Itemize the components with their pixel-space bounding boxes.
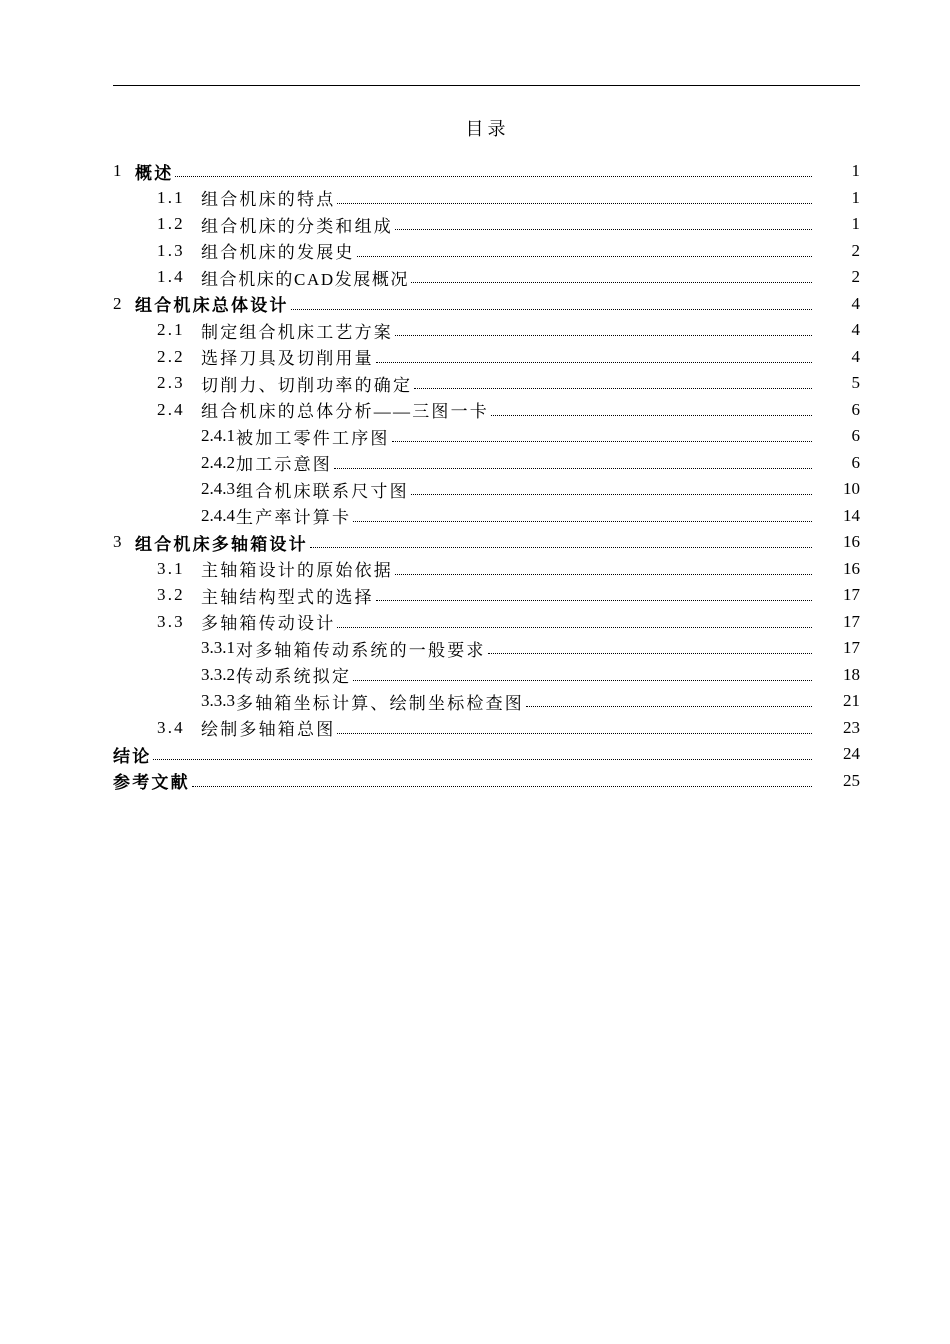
toc-entry-number: 1.4: [157, 267, 185, 287]
toc-entry-number: 2.4.2: [201, 452, 235, 472]
toc-entry-title: 组合机床的发展史: [201, 243, 355, 263]
dot-leader: [488, 652, 812, 654]
toc-entry-page: 6: [851, 452, 860, 472]
toc-entry-page: 2: [851, 240, 860, 260]
toc-entry[interactable]: [113, 291, 860, 318]
toc-entry[interactable]: [113, 556, 860, 583]
dot-leader: [337, 626, 812, 628]
toc-entry-number: 3.4: [157, 717, 185, 737]
dot-leader: [414, 387, 812, 389]
toc-entry[interactable]: [113, 423, 860, 450]
toc-entry[interactable]: [113, 529, 860, 556]
toc-entry-page: 1: [851, 161, 860, 181]
toc-entry-page: 23: [843, 717, 860, 737]
toc-entry[interactable]: [113, 503, 860, 530]
toc-entry[interactable]: [113, 158, 860, 185]
toc-entry-number: 2.4.4: [201, 505, 235, 525]
toc-entry-title: 绘制多轴箱总图: [201, 720, 336, 740]
toc-entry-title: 结论: [113, 746, 152, 766]
toc-entry-number: 3.1: [157, 558, 185, 578]
toc-entry-title: 对多轴箱传动系统的一般要求: [236, 640, 486, 660]
toc-entry[interactable]: [113, 397, 860, 424]
toc-entry-page: 1: [851, 214, 860, 234]
toc-entry-page: 25: [843, 770, 860, 790]
toc-entry-number: 1: [113, 161, 124, 181]
dot-leader: [337, 202, 812, 204]
toc-entry[interactable]: [113, 688, 860, 715]
toc-entry[interactable]: [113, 635, 860, 662]
toc-entry-number: 2.2: [157, 346, 185, 366]
toc-entry[interactable]: [113, 211, 860, 238]
toc-entry-title: 制定组合机床工艺方案: [201, 322, 393, 342]
toc-entry[interactable]: [113, 476, 860, 503]
toc-entry-page: 14: [843, 505, 860, 525]
toc-entry-page: 6: [851, 426, 860, 446]
toc-entry[interactable]: [113, 344, 860, 371]
toc-entry-title: 主轴结构型式的选择: [201, 587, 374, 607]
dot-leader: [310, 546, 812, 548]
toc-entry[interactable]: [113, 238, 860, 265]
dot-leader: [153, 758, 812, 760]
toc-entry[interactable]: [113, 185, 860, 212]
toc-entry[interactable]: [113, 662, 860, 689]
dot-leader: [376, 599, 812, 601]
dot-leader: [395, 228, 812, 230]
toc-entry-title: 生产率计算卡: [236, 508, 352, 528]
dot-leader: [395, 573, 812, 575]
toc-entry-title: 传动系统拟定: [236, 667, 352, 687]
toc-entry-page: 4: [851, 320, 860, 340]
toc-entry-number: 3: [113, 532, 124, 552]
toc-entry-title: 参考文献: [113, 773, 190, 793]
toc-entry-title: 组合机床总体设计: [135, 296, 289, 316]
toc-entry-page: 5: [851, 373, 860, 393]
toc-entry-page: 17: [843, 638, 860, 658]
toc-entry-page: 21: [843, 691, 860, 711]
toc-entry-number: 1.2: [157, 214, 185, 234]
toc-entry-page: 17: [843, 611, 860, 631]
toc-entry-number: 2: [113, 293, 124, 313]
dot-leader: [334, 467, 812, 469]
toc-entry[interactable]: [113, 715, 860, 742]
table-of-contents: [113, 158, 860, 794]
toc-entry-title: 主轴箱设计的原始依据: [201, 561, 393, 581]
toc-entry[interactable]: [113, 317, 860, 344]
toc-entry[interactable]: [113, 450, 860, 477]
toc-entry-page: 17: [843, 585, 860, 605]
toc-entry-title: 组合机床的特点: [201, 190, 336, 210]
toc-entry-number: 1.1: [157, 187, 185, 207]
toc-entry-number: 2.4.3: [201, 479, 235, 499]
toc-entry-number: 3.3: [157, 611, 185, 631]
toc-entry-title: 选择刀具及切削用量: [201, 349, 374, 369]
toc-entry-page: 4: [851, 346, 860, 366]
toc-entry-number: 1.3: [157, 240, 185, 260]
toc-entry-page: 18: [843, 664, 860, 684]
dot-leader: [353, 520, 812, 522]
dot-leader: [353, 679, 812, 681]
toc-entry-number: 3.3.2: [201, 664, 235, 684]
dot-leader: [411, 493, 812, 495]
toc-entry-number: 3.2: [157, 585, 185, 605]
toc-entry-page: 2: [851, 267, 860, 287]
toc-entry-number: 2.3: [157, 373, 185, 393]
toc-entry-title: 组合机床联系尺寸图: [236, 481, 409, 501]
header-rule: [113, 85, 860, 86]
toc-entry-title: 概述: [135, 163, 174, 183]
toc-entry-page: 16: [843, 532, 860, 552]
toc-entry-page: 6: [851, 399, 860, 419]
dot-leader: [526, 705, 812, 707]
toc-entry[interactable]: [113, 370, 860, 397]
toc-entry-title: 多轴箱传动设计: [201, 614, 336, 634]
toc-entry-page: 4: [851, 293, 860, 313]
toc-entry-number: 3.3.3: [201, 691, 235, 711]
toc-entry-number: 2.4.1: [201, 426, 235, 446]
toc-entry-title: 被加工零件工序图: [236, 428, 390, 448]
toc-entry-number: 2.4: [157, 399, 185, 419]
toc-entry[interactable]: [113, 768, 860, 795]
toc-entry-title: 组合机床的CAD发展概况: [201, 269, 410, 289]
toc-entry-page: 10: [843, 479, 860, 499]
toc-entry-title: 组合机床的总体分析——三图一卡: [201, 402, 489, 422]
toc-entry-page: 16: [843, 558, 860, 578]
toc-entry-title: 组合机床多轴箱设计: [135, 534, 308, 554]
toc-entry[interactable]: [113, 741, 860, 768]
dot-leader: [392, 440, 812, 442]
toc-entry[interactable]: [113, 264, 860, 291]
toc-entry[interactable]: [113, 582, 860, 609]
dot-leader: [192, 785, 812, 787]
dot-leader: [175, 175, 812, 177]
dot-leader: [291, 308, 812, 310]
toc-entry-number: 2.1: [157, 320, 185, 340]
dot-leader: [357, 255, 812, 257]
toc-entry-title: 多轴箱坐标计算、绘制坐标检查图: [236, 693, 524, 713]
toc-entry-page: 24: [843, 744, 860, 764]
dot-leader: [337, 732, 812, 734]
toc-title: 目录: [465, 119, 510, 139]
toc-entry-title: 加工示意图: [236, 455, 332, 475]
dot-leader: [411, 281, 812, 283]
dot-leader: [376, 361, 812, 363]
toc-entry[interactable]: [113, 609, 860, 636]
toc-entry-title: 组合机床的分类和组成: [201, 216, 393, 236]
dot-leader: [491, 414, 812, 416]
dot-leader: [395, 334, 812, 336]
toc-entry-number: 3.3.1: [201, 638, 235, 658]
toc-entry-page: 1: [851, 187, 860, 207]
toc-entry-title: 切削力、切削功率的确定: [201, 375, 413, 395]
